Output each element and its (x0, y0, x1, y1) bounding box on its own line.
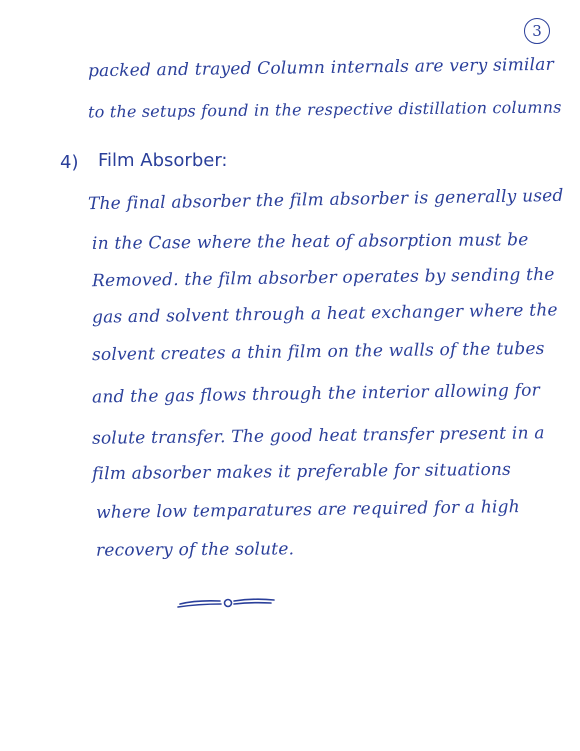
body-line-3: Removed. the film absorber operates by sending the (91, 264, 555, 292)
continuation-line-1: packed and trayed Column internals are very similar (87, 54, 555, 82)
section-number: 4) (60, 152, 79, 173)
body-line-2: in the Case where the heat of absorption must be (91, 230, 529, 254)
body-line-9: where low temparatures are required for a high (95, 497, 520, 523)
continuation-line-2: to the setups found in the respective distillation columns (87, 97, 562, 122)
body-line-7: solute transfer. The good heat transfer present in a (91, 423, 545, 449)
body-line-10: recovery of the solute. (95, 539, 295, 561)
section-title: Film Absorber: (98, 150, 228, 171)
body-line-4: gas and solvent through a heat exchanger where the (91, 300, 558, 328)
section-end-divider (176, 592, 276, 616)
page-number: 3 (524, 18, 550, 44)
body-line-5: solvent creates a thin film on the walls of the tubes (91, 338, 545, 366)
body-line-6: and the gas flows through the interior allowing for (91, 380, 541, 408)
body-line-8: film absorber makes it preferable for situations (91, 459, 512, 485)
body-line-1: The final absorber the film absorber is generally used (87, 185, 564, 215)
